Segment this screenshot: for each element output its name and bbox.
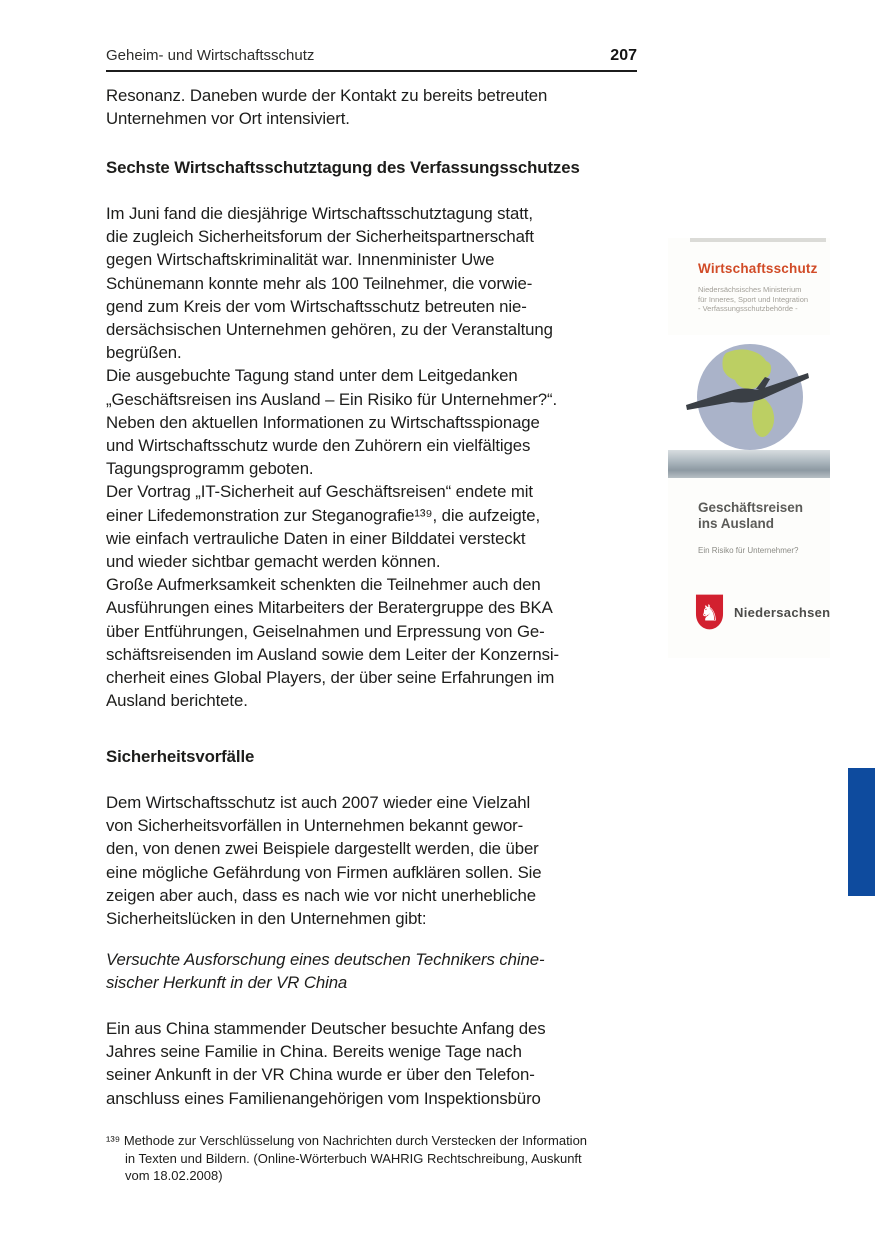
svg-text:♞: ♞ [699, 600, 720, 627]
brochure-subtitle: Geschäftsreisen ins Ausland [698, 500, 804, 531]
paragraph-tagung: Im Juni fand die diesjährige Wirtschaftsschutztagung statt, die zugleich Sicherheitsforum der Sicherheitspartnerschaft gegen Wirtschaftskriminalität war. Innenminister Uwe Schünemann konnte mehr als 100 Teilnehmer, die vorwie- gend zum Kreis der vom Wirtschaftsschutz betreuten nie- dersächsischen Unternehmen gehören, zu der Veranstaltung begrüßen. Die ausgebuchte Tagung stand unter dem Leitgedanken „Geschäftsreisen ins Ausland – Ein Risiko für Unternehmer?“. Neben den aktuellen Informationen zu Wirtschaftsspionage und Wirtschaftsschutz wurde den Zuhörern ein vielfältiges Tagungsprogramm geboten. Der Vortrag „IT-Sicherheit auf Geschäftsreisen“ endete mit einer Lifedemonstration zur Steganografie¹³⁹, die aufzeigte, wie einfach vertrauliche Daten in einer Bilddatei versteckt und wieder sichtbar gemacht werden können. Große Aufmerksamkeit schenkten die Teilnehmer auch den Ausführungen eines Mitarbeiters der Beratergruppe des BKA über Entführungen, Geiselnahmen und Erpressung von Ge- schäftsreisenden im Ausland sowie dem Leiter der Konzernsi- cherheit eines Global Players, der über seine Erfahrungen im Ausland berichtete. [106, 204, 560, 711]
brochure-title: Wirtschaftsschutz [698, 261, 818, 276]
chapter-tab [848, 768, 875, 896]
niedersachsen-shield-icon [695, 593, 724, 631]
case-heading-italic: Versuchte Ausforschung eines deutschen Technikers chine- sischer Herkunft in der VR China [106, 950, 545, 993]
horizon-photo-strip [668, 450, 830, 478]
niedersachsen-wordmark: Niedersachsen [734, 604, 831, 620]
footnote-139: ¹³⁹ Methode zur Verschlüsselung von Nachrichten durch Verstecken der Information in Texten und Bildern. (Online-Wörterbuch WAHRIG Rechtschreibung, Auskunft vom 18.02.2008) [106, 1133, 588, 1183]
running-header-title: Geheim- und Wirtschaftsschutz [106, 47, 315, 64]
section-heading-vorfaelle: Sicherheitsvorfälle [106, 747, 255, 766]
globe-photo [668, 335, 830, 478]
brochure-publisher: Niedersächsisches Ministerium für Inneres, Sport und Integration - Verfassungsschutzbehörde - [698, 285, 809, 313]
brochure-cover [668, 238, 830, 658]
running-header [106, 47, 637, 65]
section-heading-tagung: Sechste Wirtschaftsschutztagung des Verfassungsschutzes [106, 158, 580, 177]
niedersachsen-logo [695, 593, 830, 631]
page-number: 207 [610, 47, 637, 64]
brochure-tagline: Ein Risiko für Unternehmer? [698, 546, 799, 555]
scan-edge [690, 238, 826, 242]
paragraph-intro: Resonanz. Daneben wurde der Kontakt zu bereits betreuten Unternehmen vor Ort intensiviert. [106, 86, 548, 129]
paragraph-case: Ein aus China stammender Deutscher besuchte Anfang des Jahres seine Familie in China. Bereits wenige Tage nach seiner Ankunft in der VR China wurde er über den Telefon- anschluss eines Familienangehörigen vom Inspektionsbüro [106, 1019, 546, 1108]
header-rule [106, 70, 637, 72]
paragraph-vorfaelle: Dem Wirtschaftsschutz ist auch 2007 wieder eine Vielzahl von Sicherheitsvorfällen in Unternehmen bekannt gewor- den, von denen zwei Beispiele dargestellt werden, die über eine mögliche Gefährdung von Firmen aufklären sollen. Sie zeigen aber auch, dass es nach wie vor nicht unerhebliche Sicherheitslücken in den Unternehmen gibt: [106, 793, 542, 929]
